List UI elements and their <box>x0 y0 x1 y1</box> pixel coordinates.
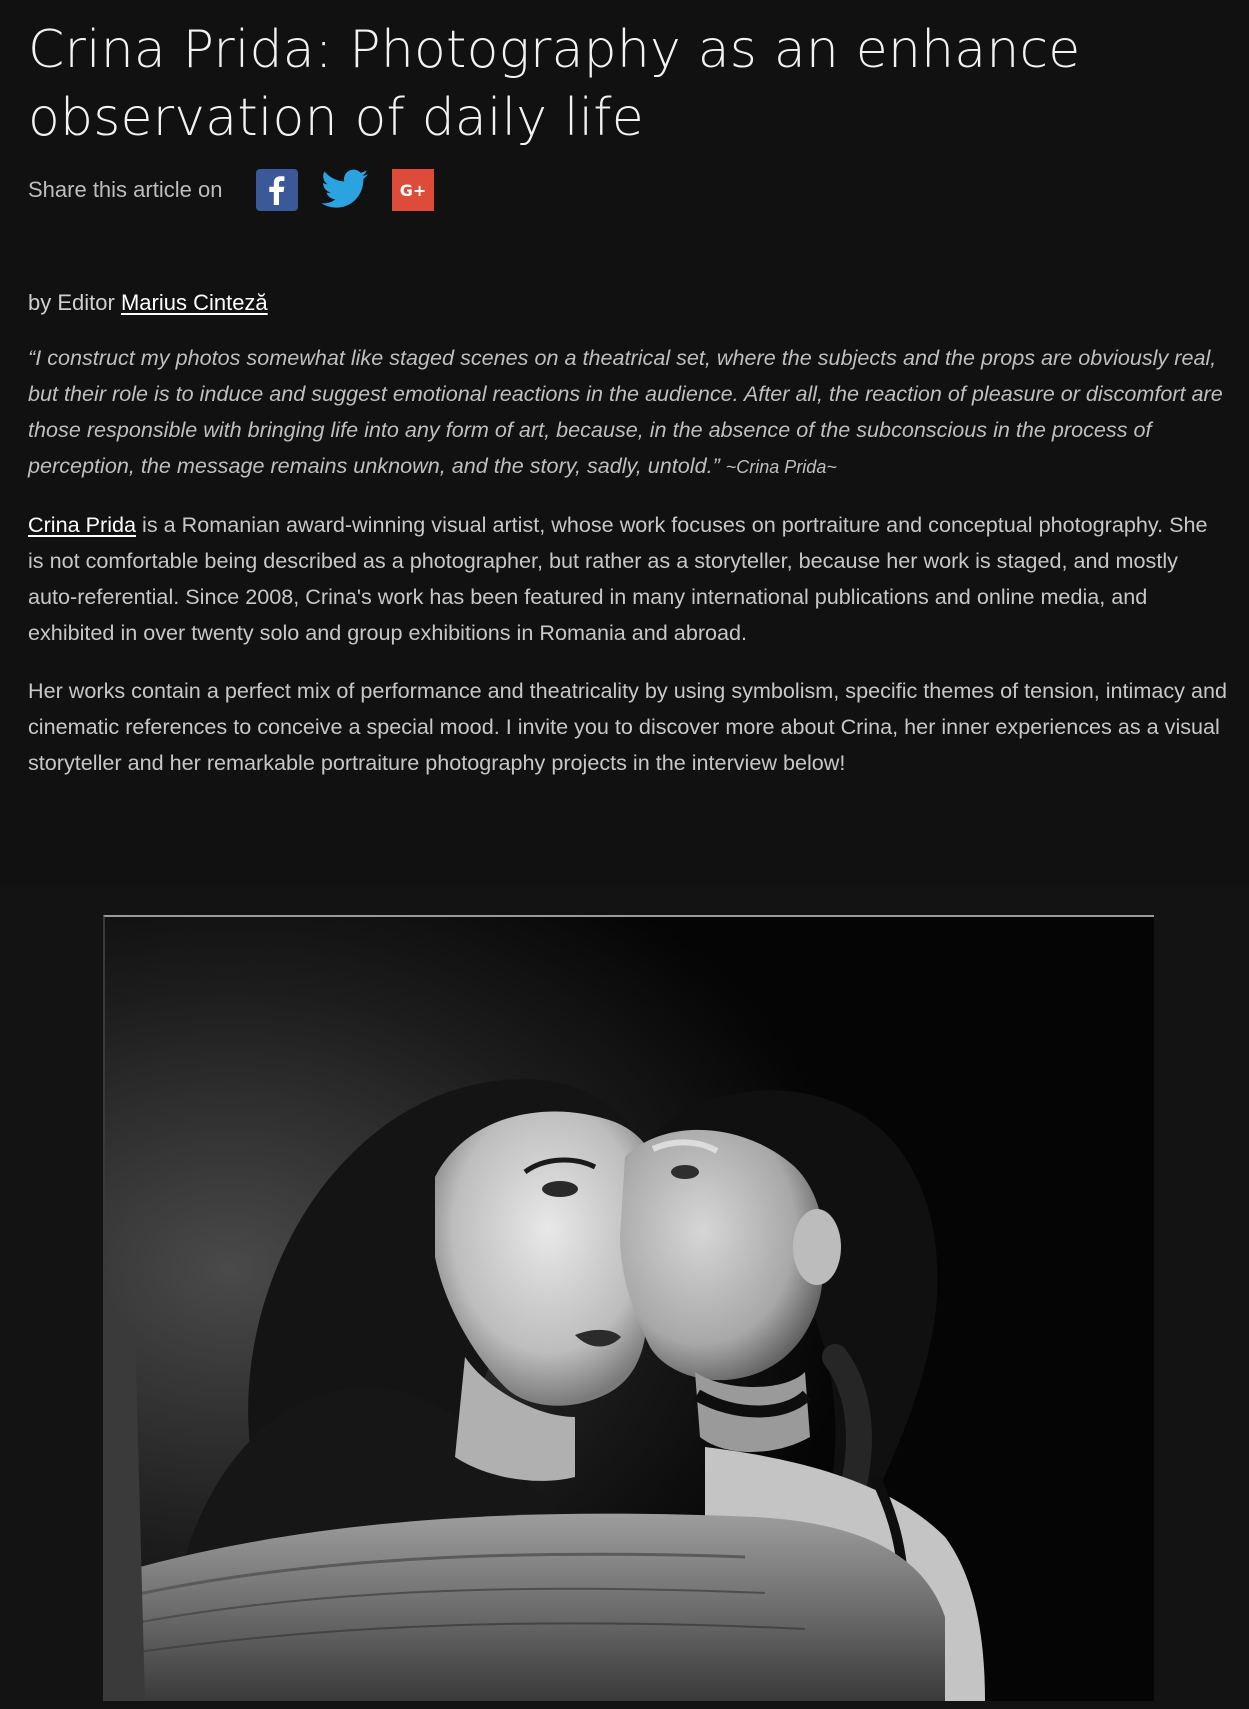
featured-photo <box>103 915 1154 1701</box>
share-label: Share this article on <box>28 177 223 202</box>
intro-paragraph: Her works contain a perfect mix of performance and theatricality by using symbolism, specific themes of tension, intimacy and cinematic references to conceive a special mood. I invite you to discover more about Crina, her inner experiences as a visual storyteller and her remarkable portraiture photography projects in the interview below! <box>28 678 1227 775</box>
author-link[interactable]: Marius Cinteză <box>120 290 268 315</box>
facebook-icon[interactable] <box>256 169 298 211</box>
article <box>28 0 1228 803</box>
portrait-illustration <box>105 917 1154 1701</box>
featured-photo-section <box>0 887 1249 1709</box>
google-plus-glyph: G+ <box>400 181 427 200</box>
quote-text: “I construct my photos somewhat like staged scenes on a theatrical set, where the subjects and the props are obviously real, but their role is to induce and suggest emotional reactions in the audience. After all, the reaction of pleasure or discomfort are those responsible with bringing life into any form of art, because, in the absence of the subconscious in the process of perception, the message remains unknown, and the story, sadly, untold.” <box>28 345 1223 478</box>
artist-link[interactable]: Crina Prida <box>28 512 137 537</box>
bio-paragraph <box>28 507 1228 651</box>
pull-quote <box>28 340 1228 485</box>
quote-attribution: ~Crina Prida~ <box>725 457 837 477</box>
byline <box>28 290 1228 316</box>
share-bar <box>28 166 1228 214</box>
article-title: Crina Prida: Photography as an enhance observation of daily life <box>28 20 1081 148</box>
google-plus-icon[interactable] <box>392 169 434 211</box>
byline-prefix: by Editor <box>28 290 115 315</box>
twitter-icon[interactable] <box>320 169 370 211</box>
bio-text: is a Romanian award-winning visual artist, whose work focuses on portraiture and conceptual photography. She is not comfortable being described as a photographer, but rather as a storyteller, because her work is staged, and mostly auto-referential. Since 2008, Crina's work has been featured in many international publications and online media, and exhibited in over twenty solo and group exhibitions in Romania and abroad. <box>28 512 1208 645</box>
